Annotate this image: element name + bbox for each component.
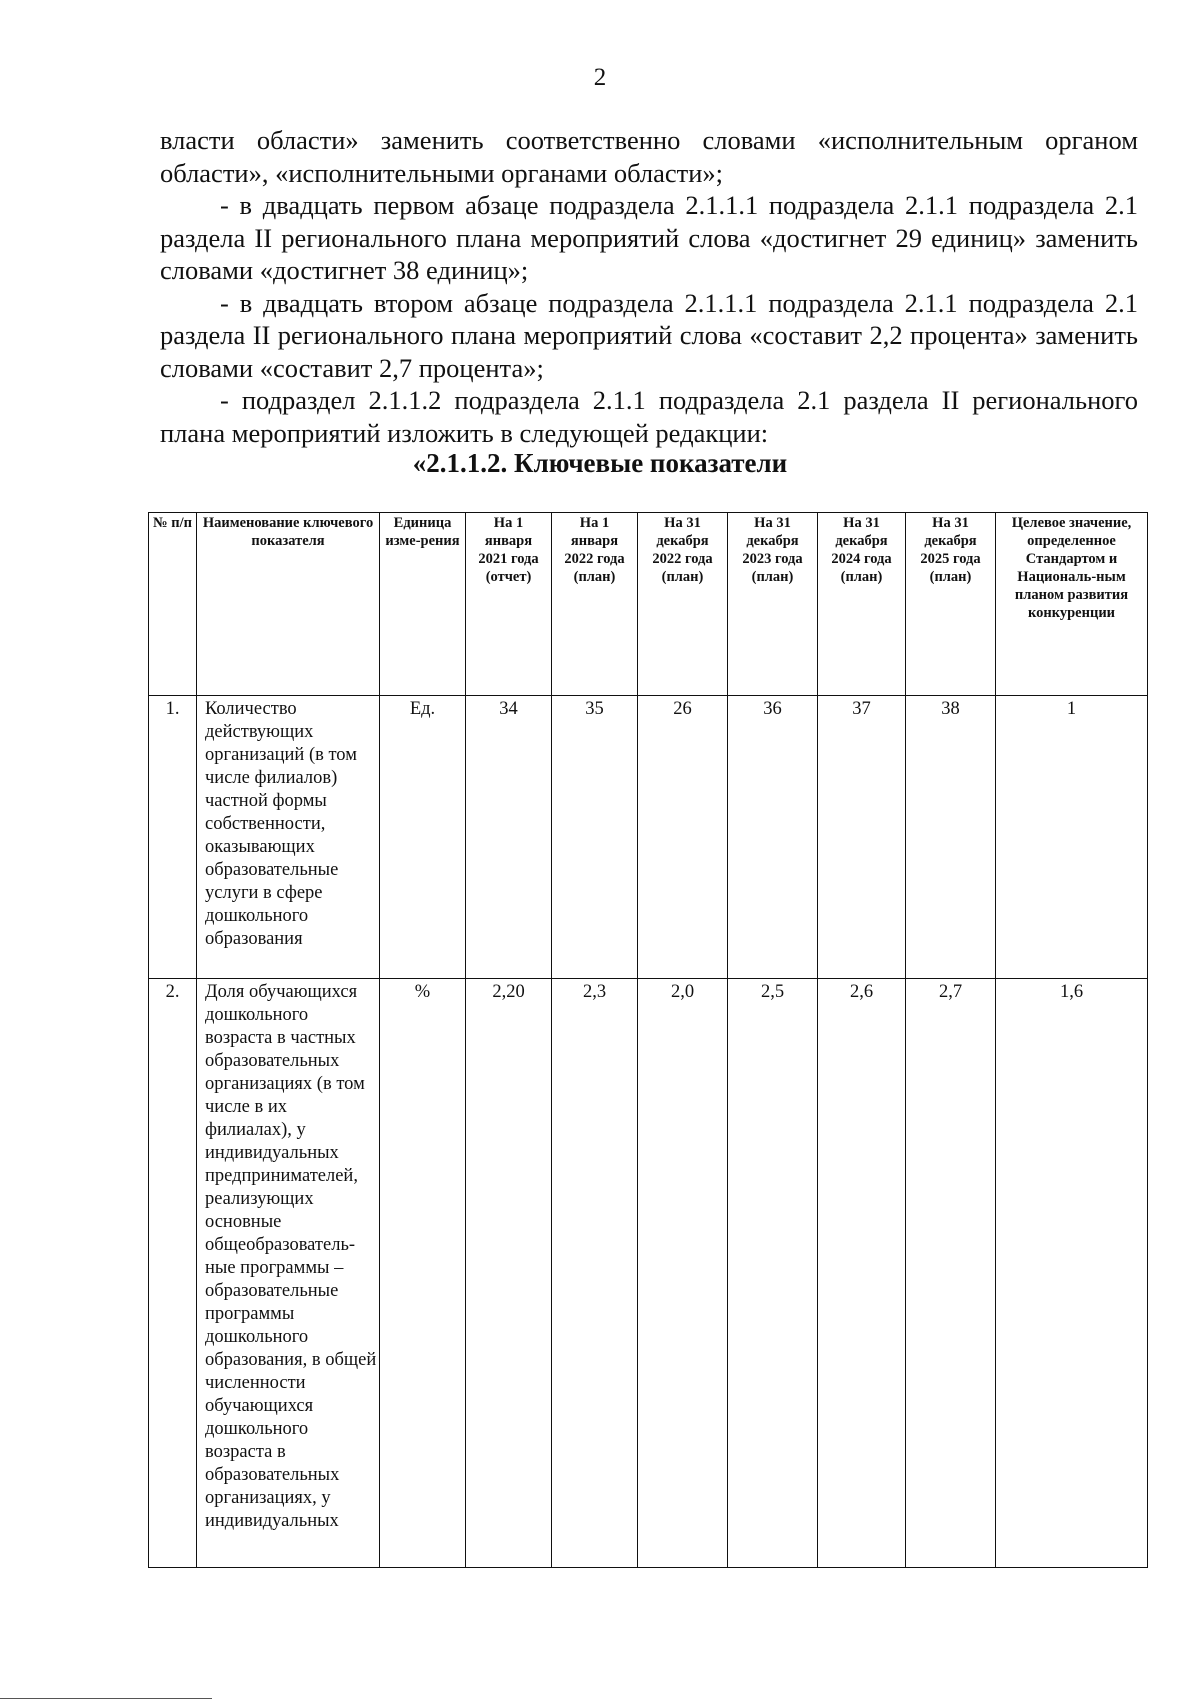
value-cell: 2,6 — [818, 979, 906, 1568]
value-cell: 34 — [466, 696, 552, 979]
value-cell: 38 — [906, 696, 996, 979]
table-header-row — [149, 513, 1148, 696]
paragraph: власти области» заменить соответственно словами «исполнительным органом области», «исполнительными органами области»; — [160, 125, 1138, 188]
unit-cell: Ед. — [380, 696, 466, 979]
section-heading: «2.1.1.2. Ключевые показатели — [412, 448, 788, 478]
value-cell: 2,7 — [906, 979, 996, 1568]
table-header-cell: № п/п — [149, 513, 197, 696]
value-cell: 26 — [638, 696, 728, 979]
indicator-name-cell: Доля обучающихся дошкольного возраста в частных образовательных организациях (в том числе в их филиалах), у индивидуальных предпринимателей, реализующих основные общеобразователь-ные программы – образовательные программы дошкольного образования, в общей численности обучающихся дошкольного возраста в образовательных организациях, у индивидуальных — [197, 979, 380, 1568]
paragraph: - подраздел 2.1.1.2 подраздела 2.1.1 подраздела 2.1 раздела II регионального плана мероприятий изложить в следующей редакции: — [160, 385, 1138, 448]
value-cell: 2,5 — [728, 979, 818, 1568]
row-number-cell: 2. — [149, 979, 197, 1568]
footer-line — [0, 1698, 212, 1699]
table-header-cell: Наименование ключевого показателя — [197, 513, 380, 696]
value-cell: 37 — [818, 696, 906, 979]
value-cell: 2,3 — [552, 979, 638, 1568]
table-header-cell: На 31 декабря 2023 года (план) — [728, 513, 818, 696]
value-cell: 35 — [552, 696, 638, 979]
table-header-cell: На 31 декабря 2024 года (план) — [818, 513, 906, 696]
paragraph: - в двадцать первом абзаце подраздела 2.1.1.1 подраздела 2.1.1 подраздела 2.1 раздела II регионального плана мероприятий слова «достигнет 29 единиц» заменить словами «достигнет 38 единиц»; — [160, 190, 1138, 285]
table-header-cell: На 1 января 2021 года (отчет) — [466, 513, 552, 696]
table-body — [149, 696, 1148, 1568]
table-row — [149, 979, 1148, 1568]
body-text — [160, 124, 1138, 449]
row-number-cell: 1. — [149, 696, 197, 979]
page-number: 2 — [593, 64, 607, 91]
table-header-cell: На 31 декабря 2022 года (план) — [638, 513, 728, 696]
target-value-cell: 1 — [996, 696, 1148, 979]
target-value-cell: 1,6 — [996, 979, 1148, 1568]
value-cell: 36 — [728, 696, 818, 979]
table-header-cell: Целевое значение, определенное Стандартом и Националь-ным планом развития конкуренции — [996, 513, 1148, 696]
indicator-name-cell: Количество действующих организаций (в том числе филиалов) частной формы собственности, оказывающих образовательные услуги в сфере дошкольного образования — [197, 696, 380, 979]
key-indicators-table — [148, 512, 1148, 1568]
table-header-cell: На 1 января 2022 года (план) — [552, 513, 638, 696]
table-header-cell: Единица изме-рения — [380, 513, 466, 696]
table-header-cell: На 31 декабря 2025 года (план) — [906, 513, 996, 696]
unit-cell: % — [380, 979, 466, 1568]
paragraph: - в двадцать втором абзаце подраздела 2.1.1.1 подраздела 2.1.1 подраздела 2.1 раздела II регионального плана мероприятий слова «составит 2,2 процента» заменить словами «составит 2,7 процента»; — [160, 287, 1138, 383]
table-row — [149, 696, 1148, 979]
value-cell: 2,0 — [638, 979, 728, 1568]
value-cell: 2,20 — [466, 979, 552, 1568]
